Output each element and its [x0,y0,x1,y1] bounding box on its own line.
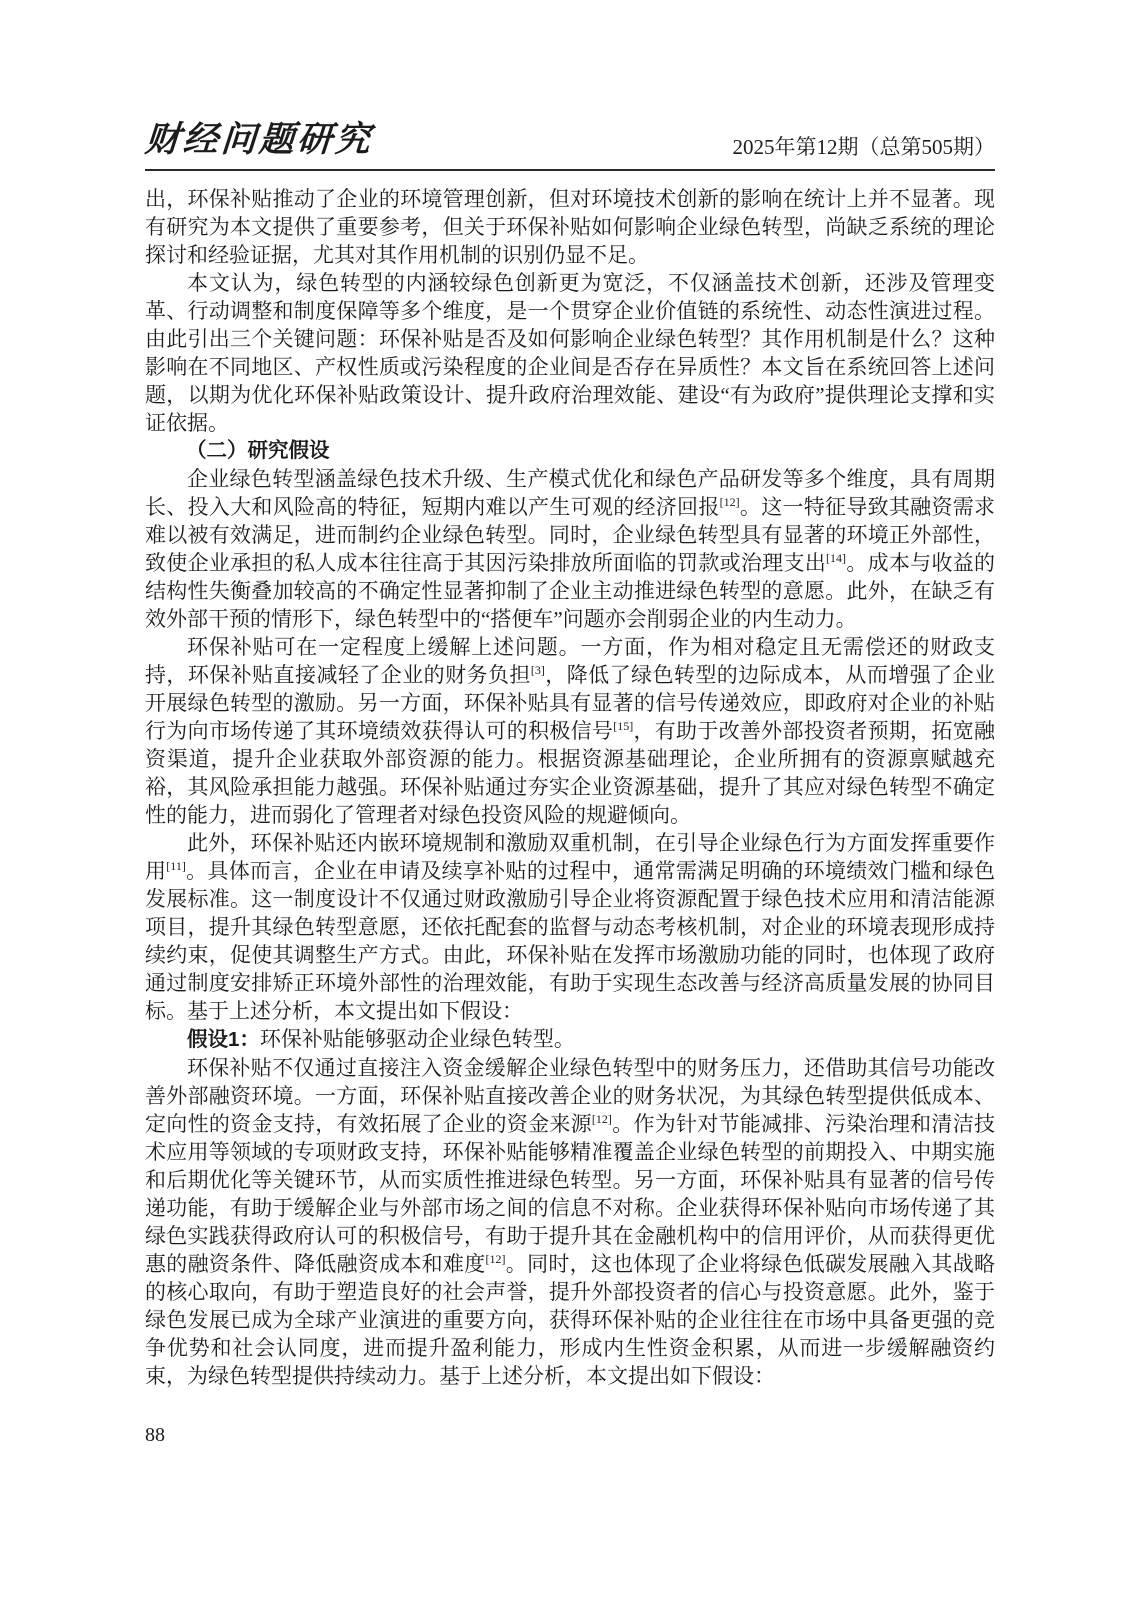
citation-ref: [12] [719,495,740,509]
journal-logo: 财经问题研究 [143,119,375,160]
hypothesis-label: 假设1： [187,1028,260,1051]
citation-ref: [14] [826,551,847,565]
article-body [145,185,995,1390]
paragraph: 环保补贴可在一定程度上缓解上述问题。一方面，作为相对稳定且无需偿还的财政支持，环保补贴直接减轻了企业的财务负担[3]，降低了绿色转型的边际成本，从而增强了企业开展绿色转型的激励。另一方面，环保补贴具有显著的信号传递效应，即政府对企业的补贴行为向市场传递了其环境绩效获得认可的积极信号[15]，有助于改善外部投资者预期，拓宽融资渠道，提升企业获取外部资源的能力。根据资源基础理论，企业所拥有的资源禀赋越充裕，其风险承担能力越强。环保补贴通过夯实企业资源基础，提升了其应对绿色转型不确定性的能力，进而弱化了管理者对绿色投资风险的规避倾向。 [145,635,996,827]
citation-ref: [15] [613,719,634,733]
citation-ref: [12] [485,1252,506,1266]
hypothesis-line: 假设1：环保补贴能够驱动企业绿色转型。 [187,1027,575,1051]
section-heading: （二）研究假设 [186,439,330,462]
page-number: 88 [145,1424,165,1446]
citation-ref: [3] [530,663,545,677]
paragraph: 企业绿色转型涵盖绿色技术升级、生产模式优化和绿色产品研发等多个维度，具有周期长、投入大和风险高的特征，短期内难以产生可观的经济回报[12]。这一特征导致其融资需求难以被有效满足，进而制约企业绿色转型。同时，企业绿色转型具有显著的环境正外部性，致使企业承担的私人成本往往高于其因污染排放所面临的罚款或治理支出[14]。成本与收益的结构性失衡叠加较高的不确定性显著抑制了企业主动推进绿色转型的意愿。此外，在缺乏有效外部干预的情形下，绿色转型中的“搭便车”问题亦会削弱企业的内生动力。 [145,467,996,631]
paragraph: 此外，环保补贴还内嵌环境规制和激励双重机制，在引导企业绿色行为方面发挥重要作用[11]。具体而言，企业在申请及续享补贴的过程中，通常需满足明确的环境绩效门槛和绿色发展标准。这一制度设计不仅通过财政激励引导企业将资源配置于绿色技术应用和清洁能源项目，提升其绿色转型意愿，还依托配套的监督与动态考核机制，对企业的环境表现形成持续约束，促使其调整生产方式。由此，环保补贴在发挥市场激励功能的同时，也体现了政府通过制度安排矫正环境外部性的治理效能，有助于实现生态改善与经济高质量发展的协同目标。基于上述分析，本文提出如下假设： [145,831,995,1023]
paragraph: 出，环保补贴推动了企业的环境管理创新，但对环境技术创新的影响在统计上并不显著。现有研究为本文提供了重要参考，但关于环保补贴如何影响企业绿色转型，尚缺乏系统的理论探讨和经验证据，尤其对其作用机制的识别仍显不足。 [145,187,995,267]
citation-ref: [11] [166,859,186,873]
paragraph: 本文认为，绿色转型的内涵较绿色创新更为宽泛，不仅涵盖技术创新，还涉及管理变革、行动调整和制度保障等多个维度，是一个贯穿企业价值链的系统性、动态性演进过程。由此引出三个关键问题：环保补贴是否及如何影响企业绿色转型？其作用机制是什么？这种影响在不同地区、产权性质或污染程度的企业间是否存在异质性？本文旨在系统回答上述问题，以期为优化环保补贴政策设计、提升政府治理效能、建设“有为政府”提供理论支撑和实证依据。 [145,271,995,435]
paragraph: 环保补贴不仅通过直接注入资金缓解企业绿色转型中的财务压力，还借助其信号功能改善外部融资环境。一方面，环保补贴直接改善企业的财务状况，为其绿色转型提供低成本、定向性的资金支持，有效拓展了企业的资金来源[12]。作为针对节能减排、污染治理和清洁技术应用等领域的专项财政支持，环保补贴能够精准覆盖企业绿色转型的前期投入、中期实施和后期优化等关键环节，从而实质性推进绿色转型。另一方面，环保补贴具有显著的信号传递功能，有助于缓解企业与外部市场之间的信息不对称。企业获得环保补贴向市场传递了其绿色实践获得政府认可的积极信号，有助于提升其在金融机构中的信用评价，从而获得更优惠的融资条件、降低融资成本和难度[12]。同时，这也体现了企业将绿色低碳发展融入其战略的核心取向，有助于塑造良好的社会声誉，提升外部投资者的信心与投资意愿。此外，鉴于绿色发展已成为全球产业演进的重要方向，获得环保补贴的企业往往在市场中具备更强的竞争优势和社会认同度，进而提升盈利能力，形成内生性资金积累，从而进一步缓解融资约束，为绿色转型提供持续动力。基于上述分析，本文提出如下假设： [145,1056,996,1388]
issue-info: 2025年第12期（总第505期） [732,135,995,159]
citation-ref: [12] [591,1112,612,1126]
page-header [145,0,995,171]
page-content [145,0,995,1390]
